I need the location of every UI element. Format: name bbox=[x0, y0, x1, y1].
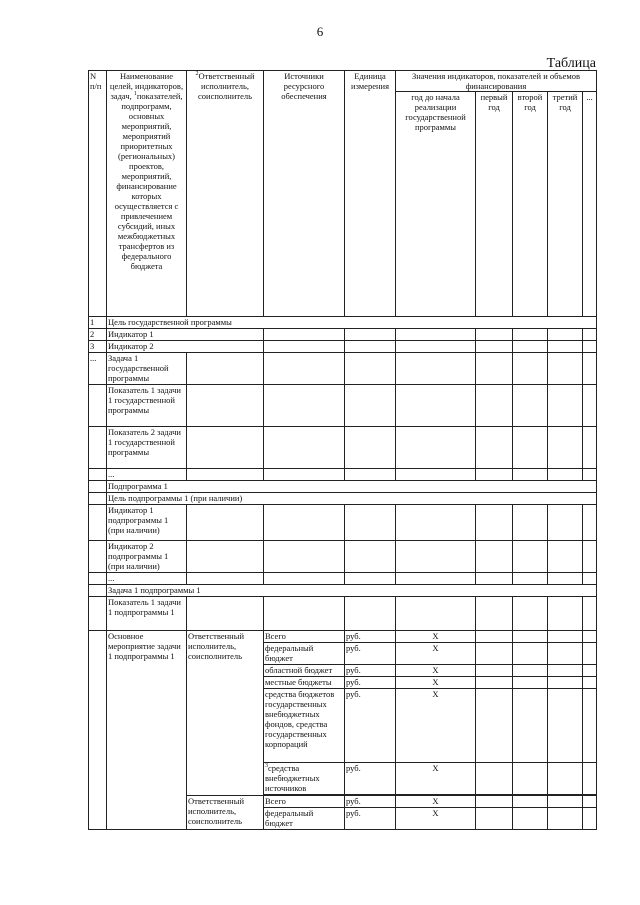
table-row bbox=[89, 573, 597, 585]
row-num: ... bbox=[89, 353, 107, 385]
row-indicator: Показатель 2 задачи 1 государственной программы bbox=[107, 427, 187, 469]
unit-cell: руб. bbox=[345, 796, 396, 808]
row-subprogram-goal: Цель подпрограммы 1 (при наличии) bbox=[107, 493, 597, 505]
header-num: N п/п bbox=[89, 71, 107, 317]
header-first-year: первый год bbox=[476, 92, 513, 317]
main-event: Основное мероприятие задачи 1 подпрограммы 1 bbox=[107, 631, 187, 830]
source-local: местные бюджеты bbox=[264, 677, 345, 689]
row-indicator: Индикатор 1 bbox=[107, 329, 264, 341]
source-extra: $^3$средства внебюджетных источников bbox=[264, 763, 345, 795]
unit-cell: руб. bbox=[345, 689, 396, 763]
table-caption: Таблица bbox=[546, 56, 596, 71]
source-total: Всего bbox=[264, 796, 345, 808]
responsible-cell: Ответственный исполнитель, соисполнитель bbox=[187, 796, 264, 830]
row-subprogram-task: Задача 1 подпрограммы 1 bbox=[107, 585, 597, 597]
header-values: Значения индикаторов, показателей и объемов финансирования bbox=[396, 71, 597, 92]
unit-cell: руб. bbox=[345, 643, 396, 665]
unit-cell: руб. bbox=[345, 665, 396, 677]
table-row bbox=[89, 541, 597, 573]
unit-cell: руб. bbox=[345, 808, 396, 830]
row-ellipsis: ... bbox=[107, 573, 187, 585]
header-responsible: $^2$Ответственный исполнитель, соисполнитель bbox=[187, 71, 264, 317]
table-row bbox=[89, 317, 597, 329]
header-second-year: второй год bbox=[513, 92, 548, 317]
table-row bbox=[89, 385, 597, 427]
row-indicator: Индикатор 2 подпрограммы 1 (при наличии) bbox=[107, 541, 187, 573]
row-indicator: Показатель 1 задачи 1 подпрограммы 1 bbox=[107, 597, 187, 631]
row-num: 3 bbox=[89, 341, 107, 353]
source-total: Всего bbox=[264, 631, 345, 643]
header-unit: Единица измерения bbox=[345, 71, 396, 317]
unit-cell: руб. bbox=[345, 631, 396, 643]
source-federal: федеральный бюджет bbox=[264, 808, 345, 830]
row-num: 2 bbox=[89, 329, 107, 341]
table-row bbox=[89, 597, 597, 631]
table-row bbox=[89, 341, 597, 353]
header-third-year: третий год bbox=[548, 92, 583, 317]
row-subprogram: Подпрограмма 1 bbox=[107, 481, 597, 493]
x-mark: X bbox=[396, 763, 476, 795]
row-num: 1 bbox=[89, 317, 107, 329]
row-indicator: Показатель 1 задачи 1 государственной программы bbox=[107, 385, 187, 427]
row-task: Задача 1 государственной программы bbox=[107, 353, 187, 385]
x-mark: X bbox=[396, 643, 476, 665]
x-mark: X bbox=[396, 796, 476, 808]
row-ellipsis: ... bbox=[107, 469, 187, 481]
program-table bbox=[88, 70, 597, 830]
table-header-row bbox=[89, 71, 597, 92]
table-row bbox=[89, 481, 597, 493]
source-regional: областной бюджет bbox=[264, 665, 345, 677]
x-mark: X bbox=[396, 689, 476, 763]
row-indicator: Индикатор 2 bbox=[107, 341, 264, 353]
x-mark: X bbox=[396, 631, 476, 643]
row-indicator: Индикатор 1 подпрограммы 1 (при наличии) bbox=[107, 505, 187, 541]
table-row bbox=[89, 493, 597, 505]
header-more: ... bbox=[583, 92, 597, 317]
unit-cell: руб. bbox=[345, 677, 396, 689]
source-funds: средства бюджетов государственных внебюджетных фондов, средства государственных корпораций bbox=[264, 689, 345, 763]
row-goal: Цель государственной программы bbox=[107, 317, 597, 329]
table-row bbox=[89, 469, 597, 481]
unit-cell: руб. bbox=[345, 763, 396, 795]
table-row bbox=[89, 505, 597, 541]
source-federal: федеральный бюджет bbox=[264, 643, 345, 665]
table-row bbox=[89, 427, 597, 469]
header-sources: Источники ресурсного обеспечения bbox=[264, 71, 345, 317]
header-name: Наименование целей, индикаторов, задач, $^1$показателей, подпрограмм, основных мероприятий, мероприятий приоритетных (региональных) проектов, мероприятий, финансирование которых осуществляется с привлечением субсидий, иных межбюджетных трансфертов из федерального бюджета bbox=[107, 71, 187, 317]
x-mark: X bbox=[396, 665, 476, 677]
page-number: 6 bbox=[316, 24, 324, 39]
x-mark: X bbox=[396, 808, 476, 830]
table-row bbox=[89, 585, 597, 597]
table-row bbox=[89, 329, 597, 341]
table-row bbox=[89, 631, 597, 643]
x-mark: X bbox=[396, 677, 476, 689]
table-row bbox=[89, 353, 597, 385]
header-before-start: год до начала реализации государственной программы bbox=[396, 92, 476, 317]
responsible-cell: Ответственный исполнитель, соисполнитель bbox=[187, 631, 264, 796]
